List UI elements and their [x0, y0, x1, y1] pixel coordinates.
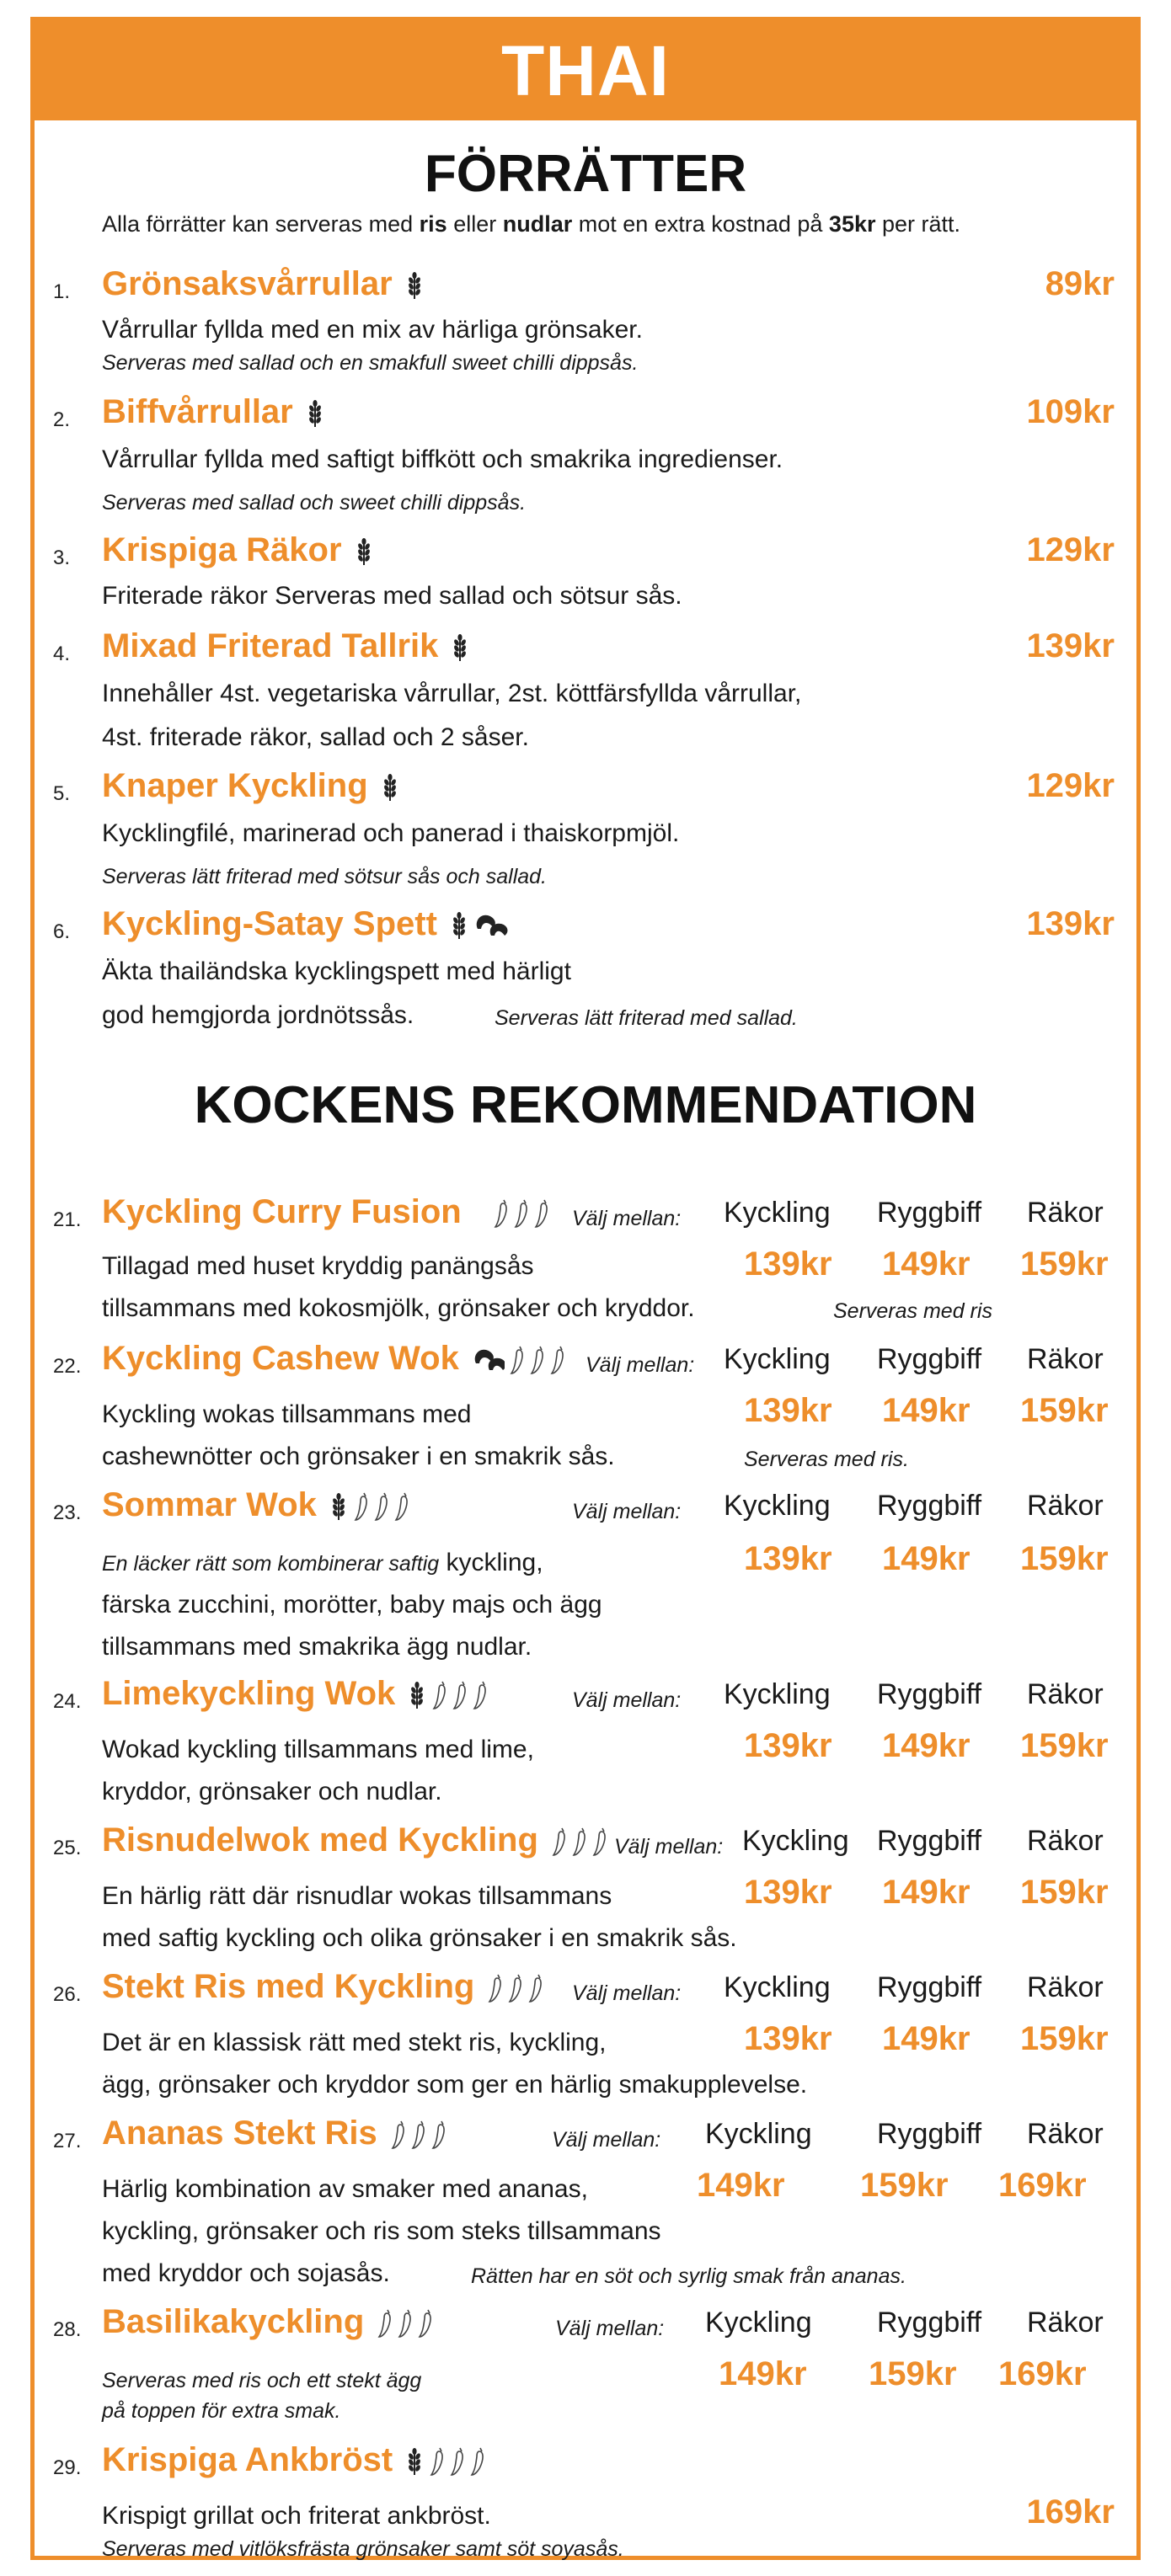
chili-icon — [548, 1345, 565, 1375]
note-extra-cost: 35kr — [828, 211, 876, 237]
item-name-text: Knaper Kyckling — [102, 767, 368, 804]
item-description: Härlig kombination av smaker med ananas, — [102, 2175, 588, 2203]
item-number: 27. — [53, 2130, 82, 2152]
price-sirloin: 149kr — [882, 1727, 970, 1764]
item-description: Det är en klassisk rätt med stekt ris, kyckling, — [102, 2029, 607, 2056]
option-sirloin: Ryggbiff — [877, 2118, 982, 2150]
price-sirloin: 159kr — [860, 2167, 949, 2204]
wheat-icon — [450, 632, 470, 663]
option-shrimp: Räkor — [1027, 1343, 1104, 1375]
item-serving-note: Serveras med ris — [833, 1299, 992, 1323]
item-name — [102, 2115, 446, 2152]
item-description: cashewnötter och grönsaker i en smakrik sås. — [102, 1443, 615, 1470]
item-serving-note: Serveras med ris och ett stekt ägg — [102, 2369, 422, 2392]
item-price: 89kr — [1045, 265, 1115, 302]
item-name-text: Biffvårrullar — [102, 393, 293, 430]
note-text: mot en extra kostnad på — [572, 211, 829, 237]
item-name — [102, 1675, 488, 1713]
item-price: 169kr — [1026, 2493, 1115, 2531]
option-chicken: Kyckling — [724, 1678, 831, 1710]
choose-label: Välj mellan: — [555, 2317, 665, 2340]
starters-note — [102, 211, 960, 237]
option-chicken: Kyckling — [724, 1343, 831, 1375]
chili-icon — [389, 2120, 406, 2150]
item-number: 28. — [53, 2318, 82, 2341]
item-number: 26. — [53, 1983, 82, 2006]
price-chicken: 149kr — [697, 2167, 785, 2204]
note-nudlar: nudlar — [502, 211, 573, 237]
option-sirloin: Ryggbiff — [877, 1343, 982, 1375]
price-sirloin: 149kr — [882, 1245, 970, 1283]
price-shrimp: 159kr — [1020, 1540, 1109, 1577]
chili-icon — [352, 1491, 369, 1522]
option-sirloin: Ryggbiff — [877, 1197, 982, 1229]
item-description: Wokad kyckling tillsammans med lime, — [102, 1736, 534, 1763]
option-chicken: Kyckling — [724, 1490, 831, 1522]
item-name — [102, 1340, 565, 1378]
choose-label: Välj mellan: — [572, 1688, 682, 1712]
chili-icon — [512, 1198, 529, 1229]
item-name-text: Mixad Friterad Tallrik — [102, 627, 439, 664]
chili-icon — [527, 1973, 543, 2003]
item-number: 22. — [53, 1355, 82, 1378]
choose-label: Välj mellan: — [572, 1207, 682, 1230]
option-sirloin: Ryggbiff — [877, 1971, 982, 2003]
item-serving-note: Serveras med sallad och en smakfull sweet chilli dippsås. — [102, 351, 639, 375]
item-serving-note: Serveras lätt friterad med sötsur sås och sallad. — [102, 865, 548, 888]
item-number: 29. — [53, 2456, 82, 2479]
item-name — [102, 1193, 549, 1231]
option-shrimp: Räkor — [1027, 1197, 1104, 1229]
wheat-icon — [329, 1491, 349, 1522]
item-description: färska zucchini, morötter, baby majs och ägg — [102, 1591, 602, 1619]
item-name-text: Kyckling-Satay Spett — [102, 905, 437, 942]
option-chicken: Kyckling — [724, 1971, 831, 2003]
wheat-icon — [449, 910, 469, 941]
note-text: per rätt. — [875, 211, 961, 237]
menu-header — [35, 21, 1136, 120]
chili-icon — [506, 1973, 523, 2003]
option-shrimp: Räkor — [1027, 1490, 1104, 1522]
item-name-text: Ananas Stekt Ris — [102, 2115, 377, 2152]
chili-icon — [393, 1491, 409, 1522]
wheat-icon — [305, 398, 325, 429]
cuisine-title: THAI — [501, 30, 670, 110]
chili-icon — [451, 1680, 468, 1710]
item-number: 21. — [53, 1208, 82, 1231]
item-name — [102, 767, 400, 805]
price-shrimp: 159kr — [1020, 1874, 1109, 1911]
item-name-text: Sommar Wok — [102, 1486, 317, 1523]
item-number: 24. — [53, 1690, 82, 1713]
option-chicken: Kyckling — [705, 2307, 812, 2339]
price-chicken: 139kr — [744, 1245, 832, 1283]
item-description: En härlig rätt där risnudlar wokas tillsammans — [102, 1882, 612, 1910]
item-name-text: Stekt Ris med Kyckling — [102, 1968, 475, 2005]
option-chicken: Kyckling — [724, 1197, 831, 1229]
price-sirloin: 149kr — [882, 2020, 970, 2057]
item-description: Tillagad med huset kryddig panängsås — [102, 1252, 534, 1280]
chili-icon — [430, 1680, 447, 1710]
item-name — [102, 2441, 485, 2479]
chili-icon — [468, 2446, 485, 2477]
item-description: 4st. friterade räkor, sallad och 2 såser. — [102, 723, 529, 751]
item-serving-note: Serveras lätt friterad med sallad. — [495, 1006, 798, 1030]
item-description: Krispigt grillat och friterat ankbröst. — [102, 2502, 491, 2530]
chili-icon — [448, 2446, 465, 2477]
item-name-text: Kyckling Cashew Wok — [102, 1340, 459, 1377]
item-serving-note: Serveras med ris. — [744, 1448, 909, 1471]
option-shrimp: Räkor — [1027, 1971, 1104, 2003]
item-description: med saftig kyckling och olika grönsaker i en smakrik sås. — [102, 1924, 737, 1952]
note-ris: ris — [419, 211, 447, 237]
item-name — [102, 2303, 433, 2341]
price-chicken: 139kr — [744, 1392, 832, 1429]
option-chicken: Kyckling — [705, 2118, 812, 2150]
price-chicken: 139kr — [744, 1727, 832, 1764]
price-shrimp: 159kr — [1020, 1392, 1109, 1429]
chili-icon — [428, 2446, 445, 2477]
item-name-text: Grönsaksvårrullar — [102, 265, 393, 302]
item-description: kryddor, grönsaker och nudlar. — [102, 1778, 442, 1805]
chili-icon — [376, 2308, 393, 2339]
option-shrimp: Räkor — [1027, 1825, 1104, 1857]
item-number: 3. — [53, 547, 71, 569]
chef-recommendation-title: KOCKENS REKOMMENDATION — [194, 1076, 977, 1134]
item-description: Innehåller 4st. vegetariska vårrullar, 2st. köttfärsfyllda vårrullar, — [102, 680, 802, 707]
item-serving-note: Serveras med vitlöksfrästa grönsaker samt söt soyasås. — [102, 2537, 624, 2561]
item-description: med kryddor och sojasås. — [102, 2259, 390, 2287]
choose-label: Välj mellan: — [572, 1500, 682, 1523]
item-price: 129kr — [1026, 767, 1115, 804]
item-number: 1. — [53, 280, 71, 303]
item-description: tillsammans med kokosmjölk, grönsaker och kryddor. — [102, 1294, 695, 1322]
item-name — [102, 393, 325, 431]
option-shrimp: Räkor — [1027, 2307, 1104, 2339]
chili-icon — [508, 1345, 525, 1375]
choose-label: Välj mellan: — [572, 1981, 682, 2005]
item-number: 5. — [53, 782, 71, 805]
item-description: Vårrullar fyllda med en mix av härliga grönsaker. — [102, 316, 643, 344]
item-description: Vårrullar fyllda med saftigt biffkött och smakrika ingredienser. — [102, 445, 783, 473]
chili-icon — [409, 2120, 426, 2150]
chili-icon — [396, 2308, 413, 2339]
option-chicken: Kyckling — [742, 1825, 849, 1857]
item-price: 139kr — [1026, 905, 1115, 942]
item-name — [102, 265, 425, 303]
option-sirloin: Ryggbiff — [877, 1490, 982, 1522]
wheat-icon — [404, 2446, 425, 2477]
price-sirloin: 149kr — [882, 1540, 970, 1577]
price-shrimp: 159kr — [1020, 1245, 1109, 1283]
price-chicken: 139kr — [744, 1874, 832, 1911]
option-sirloin: Ryggbiff — [877, 1678, 982, 1710]
chili-icon — [528, 1345, 545, 1375]
item-number: 4. — [53, 643, 71, 665]
item-name-text: Kyckling Curry Fusion — [102, 1193, 462, 1230]
choose-label: Välj mellan: — [552, 2128, 661, 2152]
item-description — [102, 1549, 543, 1577]
option-sirloin: Ryggbiff — [877, 1825, 982, 1857]
item-name — [102, 1821, 607, 1859]
starters-title: FÖRRÄTTER — [424, 145, 747, 203]
item-number: 2. — [53, 408, 71, 431]
price-chicken: 139kr — [744, 2020, 832, 2057]
wheat-icon — [407, 1680, 427, 1710]
item-name — [102, 627, 470, 665]
chili-icon — [486, 1973, 503, 2003]
price-chicken: 139kr — [744, 1540, 832, 1577]
note-text: eller — [446, 211, 503, 237]
item-name-text: Krispiga Räkor — [102, 531, 342, 568]
chili-icon — [550, 1827, 567, 1857]
item-price: 139kr — [1026, 627, 1115, 664]
chili-icon — [591, 1827, 607, 1857]
item-name-text: Krispiga Ankbröst — [102, 2441, 393, 2478]
price-sirloin: 149kr — [882, 1874, 970, 1911]
item-name-text: Risnudelwok med Kyckling — [102, 1821, 538, 1859]
cashew-icon — [471, 1345, 505, 1375]
chili-icon — [416, 2308, 433, 2339]
item-name — [102, 531, 374, 569]
item-description: god hemgjorda jordnötssås. — [102, 1001, 414, 1029]
price-shrimp: 159kr — [1020, 2020, 1109, 2057]
chili-icon — [471, 1680, 488, 1710]
menu-frame — [30, 17, 1141, 2560]
item-description-italic: En läcker rätt som kombinerar saftig — [102, 1552, 440, 1576]
wheat-icon — [354, 536, 374, 567]
chili-icon — [532, 1198, 549, 1229]
option-shrimp: Räkor — [1027, 2118, 1104, 2150]
cashew-icon — [473, 910, 511, 941]
chili-icon — [492, 1198, 509, 1229]
item-description: Kycklingfilé, marinerad och panerad i thaiskorpmjöl. — [102, 819, 680, 847]
option-sirloin: Ryggbiff — [877, 2307, 982, 2339]
chili-icon — [430, 2120, 446, 2150]
price-shrimp: 169kr — [998, 2355, 1087, 2392]
price-shrimp: 169kr — [998, 2167, 1087, 2204]
item-description: Äkta thailändska kycklingspett med härligt — [102, 957, 571, 985]
note-text: Alla förrätter kan serveras med — [102, 211, 420, 237]
item-name — [102, 1968, 543, 2006]
item-price: 129kr — [1026, 531, 1115, 568]
item-serving-note: på toppen för extra smak. — [102, 2399, 341, 2423]
option-shrimp: Räkor — [1027, 1678, 1104, 1710]
chili-icon — [570, 1827, 587, 1857]
item-description: ägg, grönsaker och kryddor som ger en härlig smakupplevelse. — [102, 2071, 808, 2099]
choose-label: Välj mellan: — [614, 1835, 724, 1859]
price-shrimp: 159kr — [1020, 1727, 1109, 1764]
item-name-text: Limekyckling Wok — [102, 1675, 396, 1712]
item-description: tillsammans med smakrika ägg nudlar. — [102, 1633, 532, 1661]
price-sirloin: 159kr — [869, 2355, 957, 2392]
item-name — [102, 905, 511, 943]
item-number: 6. — [53, 920, 71, 943]
wheat-icon — [404, 270, 425, 301]
item-description: Friterade räkor Serveras med sallad och sötsur sås. — [102, 582, 682, 610]
item-name-text: Basilikakyckling — [102, 2303, 365, 2340]
chili-icon — [372, 1491, 389, 1522]
item-description: kyckling, grönsaker och ris som steks tillsammans — [102, 2217, 661, 2245]
item-description: Kyckling wokas tillsammans med — [102, 1400, 472, 1428]
item-description-text: kyckling, — [446, 1549, 543, 1576]
wheat-icon — [380, 772, 400, 803]
item-serving-note: Serveras med sallad och sweet chilli dippsås. — [102, 491, 527, 515]
choose-label: Välj mellan: — [586, 1353, 695, 1377]
price-sirloin: 149kr — [882, 1392, 970, 1429]
item-price: 109kr — [1026, 393, 1115, 430]
item-name — [102, 1486, 409, 1524]
price-chicken: 149kr — [719, 2355, 807, 2392]
item-serving-note: Rätten har en söt och syrlig smak från ananas. — [471, 2264, 906, 2288]
item-number: 23. — [53, 1501, 82, 1524]
item-number: 25. — [53, 1837, 82, 1859]
